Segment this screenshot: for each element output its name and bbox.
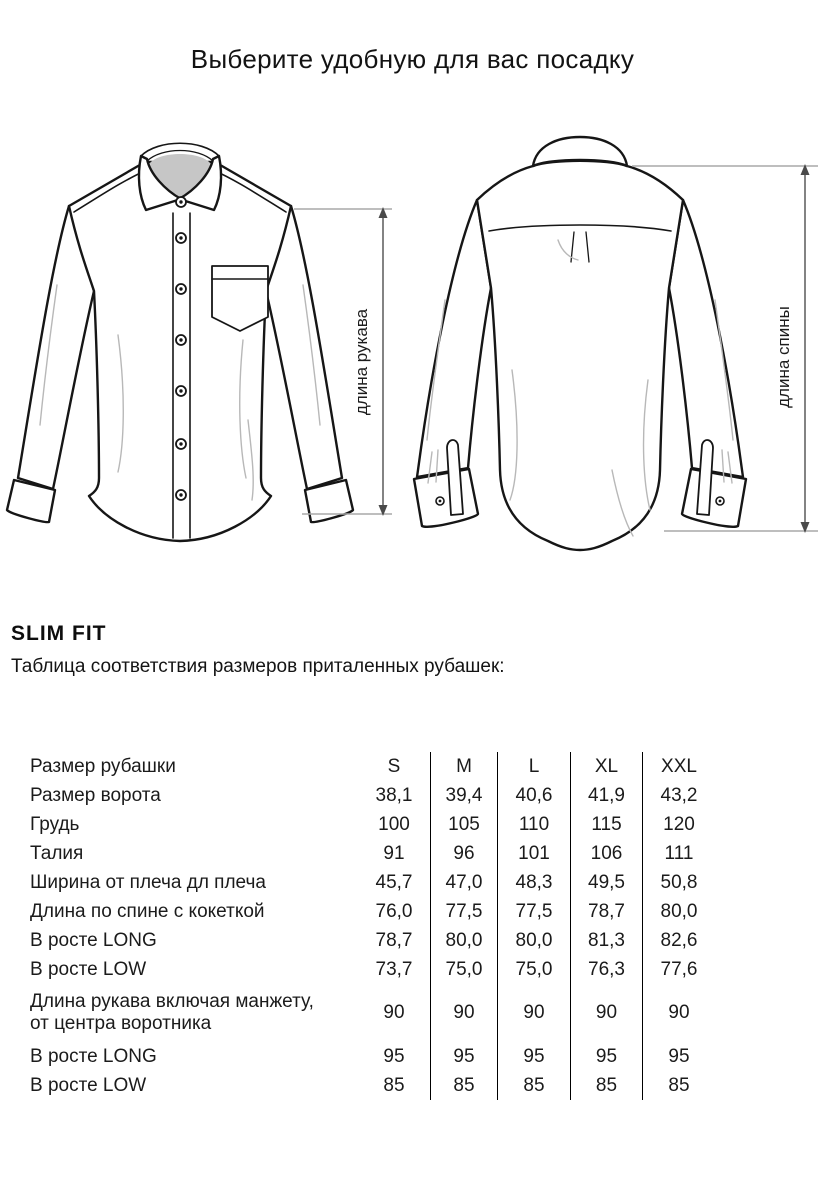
size-value-cell: 95	[430, 1042, 497, 1071]
size-value-cell: 77,6	[642, 955, 715, 984]
size-value-cell: 77,5	[497, 897, 570, 926]
table-row	[30, 1071, 716, 1100]
size-value-cell: 120	[642, 810, 715, 839]
front-body	[69, 162, 291, 541]
size-header-cell: S	[387, 755, 401, 777]
table-row	[30, 839, 716, 868]
size-value-cell: 43,2	[642, 781, 715, 810]
row-label-line1: Длина рукава включая манжету,	[30, 991, 314, 1012]
row-label: Размер рубашки	[30, 755, 176, 777]
back-length-label: длина спины	[774, 306, 793, 408]
row-label: В росте LOW	[30, 958, 147, 980]
size-header-cell: M	[430, 752, 497, 781]
size-value-cell: 90	[642, 984, 715, 1042]
size-value-cell: 115	[570, 810, 642, 839]
size-value-cell: 75,0	[430, 955, 497, 984]
size-value-cell: 101	[497, 839, 570, 868]
size-value-cell: 76,3	[570, 955, 642, 984]
size-value-cell: 47,0	[430, 868, 497, 897]
row-label-line2: от центра воротника	[30, 1013, 212, 1034]
size-value-cell: 85	[497, 1071, 570, 1100]
size-value-cell: 90	[430, 984, 497, 1042]
back-body	[477, 161, 683, 550]
row-label	[30, 984, 358, 1042]
size-value-cell: 38,1	[375, 784, 413, 806]
fit-heading: SLIM FIT	[11, 622, 107, 645]
table-row	[30, 752, 716, 781]
chest-pocket	[212, 266, 268, 331]
size-value-cell: 41,9	[570, 781, 642, 810]
back-left-cuff	[414, 469, 478, 527]
table-row	[30, 868, 716, 897]
size-value-cell: 78,7	[570, 897, 642, 926]
size-value-cell: 76,0	[375, 900, 413, 922]
size-value-cell: 90	[570, 984, 642, 1042]
row-label: В росте LONG	[30, 1045, 157, 1067]
size-value-cell: 90	[497, 984, 570, 1042]
size-value-cell: 45,7	[375, 871, 413, 893]
size-value-cell: 80,0	[642, 897, 715, 926]
size-value-cell: 77,5	[430, 897, 497, 926]
size-value-cell: 95	[570, 1042, 642, 1071]
row-label: Размер ворота	[30, 784, 161, 806]
size-value-cell: 49,5	[570, 868, 642, 897]
size-value-cell: 85	[570, 1071, 642, 1100]
row-label: Талия	[30, 842, 84, 864]
size-value-cell: 85	[430, 1071, 497, 1100]
size-value-cell: 40,6	[497, 781, 570, 810]
back-shirt-illustration	[414, 137, 746, 550]
size-value-cell: 75,0	[497, 955, 570, 984]
size-value-cell: 50,8	[642, 868, 715, 897]
table-row	[30, 984, 716, 1042]
size-value-cell: 106	[570, 839, 642, 868]
size-value-cell: 110	[497, 810, 570, 839]
size-value-cell: 90	[383, 1002, 405, 1023]
row-label: В росте LONG	[30, 929, 157, 951]
page-title: Выберите удобную для вас посадку	[190, 44, 635, 74]
table-row	[30, 810, 716, 839]
size-value-cell: 95	[383, 1045, 405, 1067]
size-header-cell: XXL	[642, 752, 715, 781]
size-header-cell: XL	[570, 752, 642, 781]
size-value-cell: 105	[430, 810, 497, 839]
size-value-cell: 100	[378, 813, 410, 835]
size-value-cell: 78,7	[375, 929, 413, 951]
row-label: В росте LOW	[30, 1074, 147, 1096]
size-value-cell: 85	[383, 1074, 405, 1096]
row-label: Грудь	[30, 813, 80, 835]
table-row	[30, 897, 716, 926]
table-row	[30, 1042, 716, 1071]
table-row	[30, 926, 716, 955]
back-right-cuff	[682, 469, 746, 527]
row-label: Длина по спине с кокеткой	[30, 900, 265, 922]
size-value-cell: 95	[497, 1042, 570, 1071]
front-shirt-illustration	[7, 143, 353, 541]
size-value-cell: 91	[383, 842, 405, 864]
size-value-cell: 80,0	[497, 926, 570, 955]
table-row	[30, 955, 716, 984]
size-value-cell: 95	[642, 1042, 715, 1071]
size-value-cell: 81,3	[570, 926, 642, 955]
size-value-cell: 82,6	[642, 926, 715, 955]
size-value-cell: 48,3	[497, 868, 570, 897]
table-caption: Таблица соответствия размеров приталенных рубашек:	[11, 656, 505, 677]
size-table	[30, 752, 716, 1100]
sleeve-length-label: длина рукава	[352, 308, 371, 416]
table-row	[30, 781, 716, 810]
size-value-cell: 39,4	[430, 781, 497, 810]
size-header-cell: L	[497, 752, 570, 781]
size-value-cell: 85	[642, 1071, 715, 1100]
size-value-cell: 80,0	[430, 926, 497, 955]
size-value-cell: 73,7	[375, 958, 413, 980]
size-value-cell: 96	[430, 839, 497, 868]
size-value-cell: 111	[642, 839, 715, 868]
row-label: Ширина от плеча дл плеча	[30, 871, 266, 893]
